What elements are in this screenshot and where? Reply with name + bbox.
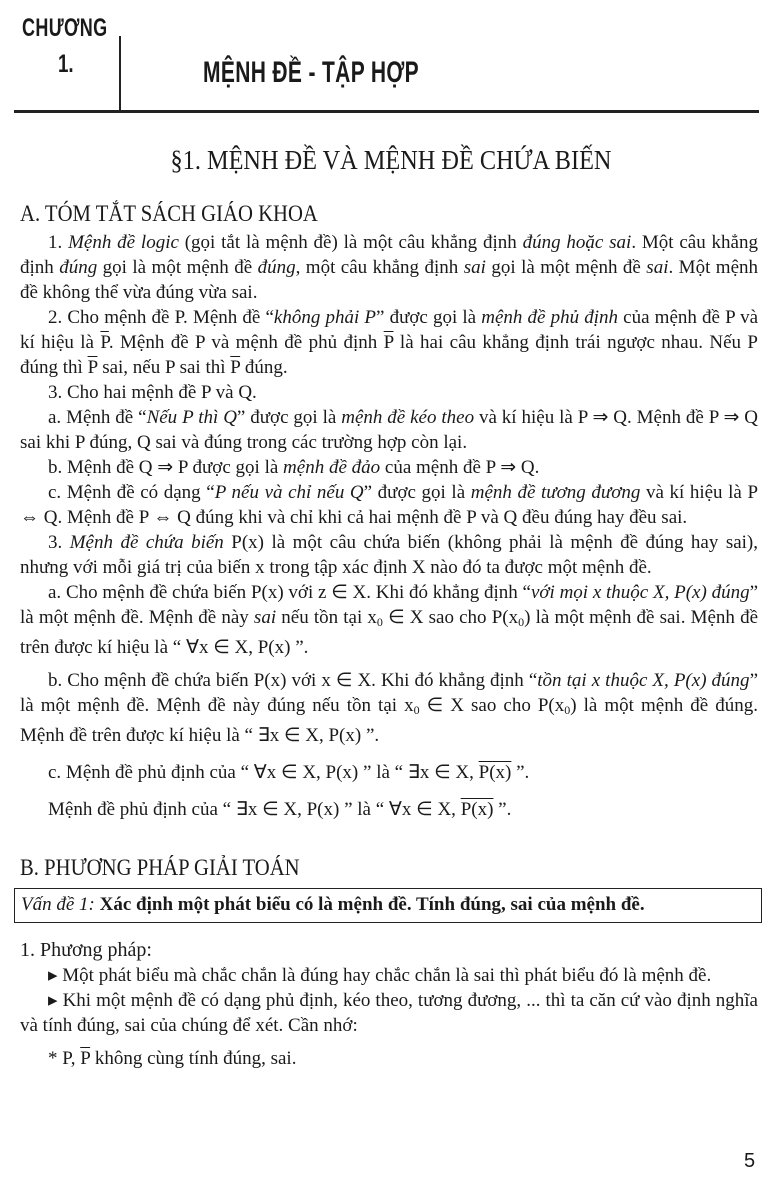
subscript: 0: [376, 615, 383, 629]
text-run: mệnh đề tương đương: [470, 482, 641, 503]
text-run: và kí hiệu là P ⇔ Q. Mệnh đề P ⇔ Q đúng khi và chỉ khi cả hai mệnh đề P và Q đều đúng hay đều sai.: [20, 482, 759, 528]
part-b-heading: B. PHƯƠNG PHÁP GIẢI TOÁN: [20, 855, 300, 880]
subscript: 0: [413, 703, 420, 717]
method-heading: 1. Phương pháp:: [20, 939, 152, 961]
text-run: sai, nếu P sai thì: [97, 357, 231, 378]
text-run: ) là một mệnh đề sai. Mệnh đề trên được kí hiệu là “ ∀x ∈ X, P(x) ”.: [20, 607, 759, 658]
part-b-body: [20, 963, 758, 1071]
paragraph: [20, 380, 758, 405]
text-run: 2. Cho mệnh đề P. Mệnh đề “: [48, 307, 274, 328]
paragraph: [20, 668, 758, 748]
paragraph: [20, 760, 758, 785]
text-run: 3.: [48, 532, 70, 553]
paragraph: [20, 963, 758, 988]
paragraph: [20, 530, 758, 580]
negation-symbol: $\overline{P}$: [87, 357, 98, 378]
text-run: sai: [253, 607, 277, 628]
chapter-label: CHƯƠNG: [22, 14, 108, 42]
text-run: (gọi tắt là mệnh đề) là một câu khẳng định: [178, 232, 523, 253]
paragraph: [20, 480, 758, 530]
page-number: 5: [744, 1150, 756, 1172]
subscript: 0: [564, 703, 571, 717]
text-run: 1.: [48, 232, 69, 253]
chapter-divider-vertical: [119, 36, 121, 111]
chapter-number: 1.: [58, 50, 74, 78]
text-run: * P,: [48, 1048, 81, 1069]
paragraph: [20, 797, 758, 822]
chapter-divider-horizontal: [14, 110, 759, 113]
text-run: P(x) là một câu chứa biến (không phải là mệnh đề đúng hay sai), nhưng với mỗi giá trị của biến x trong tập xác định X nào đó ta được một mệnh đề.: [20, 532, 759, 578]
negation-symbol: P(x): [460, 799, 494, 820]
paragraph: [20, 580, 758, 660]
text-run: ” được gọi là: [236, 407, 342, 428]
text-run: sai: [463, 257, 486, 278]
subscript: 0: [518, 615, 525, 629]
text-run: đúng.: [240, 357, 288, 378]
text-run: , một câu khẳng định: [295, 257, 464, 278]
text-run: ∈ X sao cho P(x: [419, 695, 565, 716]
negation-symbol: $\overline{P}$: [230, 357, 241, 378]
paragraph: [20, 405, 758, 455]
text-run: ” được gọi là: [363, 482, 471, 503]
text-run: mệnh đề đảo: [283, 457, 381, 478]
problem-label: Vấn đề 1:: [21, 894, 95, 915]
text-run: đúng: [59, 257, 98, 278]
text-run: gọi là một mệnh đề: [97, 257, 258, 278]
text-run: b. Mệnh đề Q ⇒ P được gọi là: [48, 457, 284, 478]
text-run: c. Mệnh đề có dạng “: [48, 482, 215, 503]
problem-box: [14, 888, 762, 923]
paragraph: [20, 230, 758, 305]
paragraph: [20, 988, 758, 1038]
text-run: không cùng tính đúng, sai.: [90, 1048, 297, 1069]
text-run: . Mệnh đề P và mệnh đề phủ định: [108, 332, 384, 353]
part-a-body: [20, 230, 758, 822]
paragraph: [20, 455, 758, 480]
text-run: tồn tại x thuộc X, P(x) đúng: [537, 670, 750, 691]
text-run: của mệnh đề P và kí hiệu là: [20, 307, 759, 353]
text-run: sai: [646, 257, 669, 278]
text-run: ” là một mệnh đề. Mệnh đề này: [20, 582, 759, 628]
page-content: [20, 200, 758, 1071]
text-run: đúng: [257, 257, 296, 278]
section-title: §1. MỆNH ĐỀ VÀ MỆNH ĐỀ CHỨA BIẾN: [170, 145, 612, 175]
negation-symbol: $\overline{P}$: [383, 332, 394, 353]
paragraph: [20, 1046, 758, 1071]
text-run: ▸ Khi một mệnh đề có dạng phủ định, kéo theo, tương đương, ... thì ta căn cứ vào định nghĩa và tính đúng, sai của chúng để xét. Cần nhớ:: [20, 990, 758, 1036]
text-run: gọi là một mệnh đề: [485, 257, 647, 278]
text-run: ” được gọi là: [376, 307, 482, 328]
text-run: ”.: [511, 762, 530, 783]
text-run: Mệnh đề logic: [68, 232, 179, 253]
text-run: a. Cho mệnh đề chứa biến P(x) với z ∈ X. Khi đó khẳng định “: [48, 582, 531, 603]
text-run: mệnh đề phủ định: [481, 307, 619, 328]
text-run: Mệnh đề phủ định của “ ∃x ∈ X, P(x) ” là “ ∀x ∈ X,: [48, 799, 461, 820]
text-run: và kí hiệu là P ⇒ Q. Mệnh đề P ⇒ Q sai khi P đúng, Q sai và đúng trong các trường hợp còn lại.: [20, 407, 758, 453]
text-run: 3. Cho hai mệnh đề P và Q.: [48, 382, 257, 403]
text-run: với mọi x thuộc X, P(x) đúng: [530, 582, 750, 603]
text-run: không phải P: [273, 307, 376, 328]
text-run: ”.: [493, 799, 512, 820]
text-run: a. Mệnh đề “: [48, 407, 147, 428]
paragraph: [20, 305, 758, 380]
text-run: là hai câu khẳng định trái ngược nhau. Nếu P đúng thì: [20, 332, 758, 378]
text-run: . Một câu khẳng định: [20, 232, 758, 278]
text-run: đúng hoặc sai: [522, 232, 632, 253]
text-run: b. Cho mệnh đề chứa biến P(x) với x ∈ X. Khi đó khẳng định “: [48, 670, 538, 691]
text-run: ) là một mệnh đề đúng. Mệnh đề trên được kí hiệu là “ ∃x ∈ X, P(x) ”.: [20, 695, 758, 746]
text-run: Mệnh đề chứa biến: [69, 532, 224, 553]
part-a-heading: A. TÓM TẮT SÁCH GIÁO KHOA: [20, 201, 318, 226]
negation-symbol: P(x): [478, 762, 512, 783]
negation-symbol: $\overline{P}$: [100, 332, 109, 353]
text-run: P nếu và chỉ nếu Q: [214, 482, 364, 503]
text-run: ∈ X sao cho P(x: [382, 607, 519, 628]
text-run: c. Mệnh đề phủ định của “ ∀x ∈ X, P(x) ” là “ ∃x ∈ X,: [48, 762, 479, 783]
text-run: của mệnh đề P ⇒ Q.: [380, 457, 540, 478]
chapter-title: MỆNH ĐỀ - TẬP HỢP: [203, 56, 419, 89]
problem-text: Xác định một phát biểu có là mệnh đề. Tính đúng, sai của mệnh đề.: [99, 894, 645, 915]
text-run: . Một mệnh đề không thể vừa đúng vừa sai.: [20, 257, 759, 303]
text-run: nếu tồn tại x: [276, 607, 377, 628]
text-run: ” là một mệnh đề. Mệnh đề này đúng nếu tồn tại x: [20, 670, 758, 716]
negation-symbol: $\overline{P}$: [80, 1048, 91, 1069]
text-run: Nếu P thì Q: [146, 407, 237, 428]
text-run: mệnh đề kéo theo: [341, 407, 475, 428]
text-run: ▸ Một phát biểu mà chắc chắn là đúng hay chắc chắn là sai thì phát biểu đó là mệnh đề.: [48, 965, 712, 986]
